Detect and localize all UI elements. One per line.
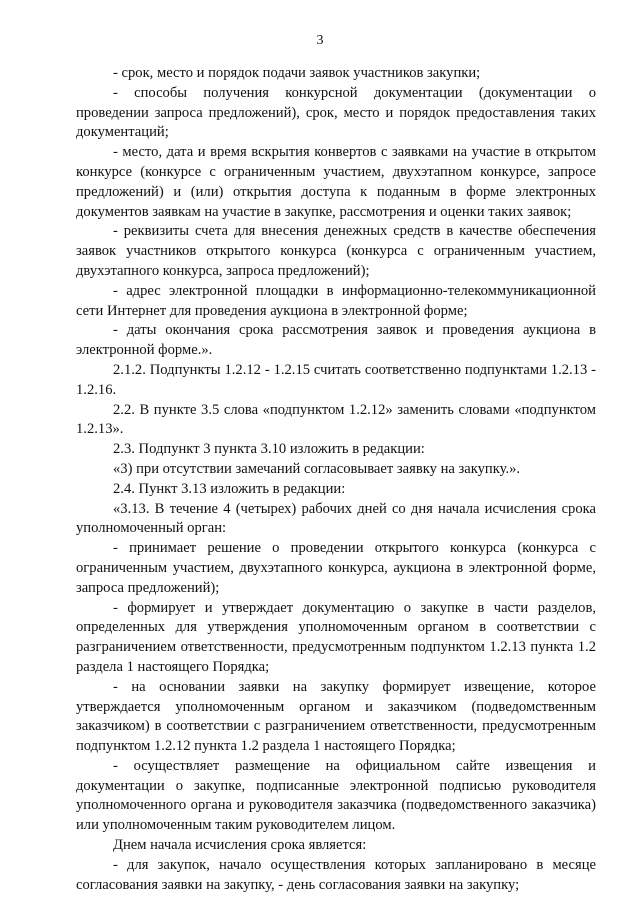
paragraph: - срок, место и порядок подачи заявок участников закупки; <box>113 65 481 81</box>
paragraph: 2.2. В пункте 3.5 слова «подпунктом 1.2.12» заменить словами «подпунктом 1.2.13». <box>76 401 596 438</box>
paragraph: 2.4. Пункт 3.13 изложить в редакции: <box>113 480 346 497</box>
paragraph: - реквизиты счета для внесения денежных средств в качестве обеспечения заявок участников открытого конкурса (конкурса с ограниченным участием, двухэтапного конкурса, запроса предложений); <box>76 223 596 279</box>
paragraph: - способы получения конкурсной документации (документации о проведении запроса предложений), срок, место и порядок предоставления таких документаций; <box>76 84 596 141</box>
document-body <box>76 64 596 895</box>
paragraph: - адрес электронной площадки в информационно-телекоммуникационной сети Интернет для проведения аукциона в электронной форме; <box>76 282 596 319</box>
paragraph: - на основании заявки на закупку формирует извещение, которое утверждается уполномоченным органом и заказчиком (подведомственным заказчиком) в соответствии с разграничением ответственности, предусмотренным подпунктом 1.2.12 пункта 1.2 раздела 1 настоящего Порядка; <box>76 678 596 755</box>
paragraph: - формирует и утверждает документацию о закупке в части разделов, определенных для утверждения уполномоченным органом в соответствии с разграничением ответственности, предусмотренным подпунктом 1.2.13 пункта 1.2 раздела 1 настоящего Порядка; <box>76 599 596 675</box>
paragraph: «3.13. В течение 4 (четырех) рабочих дней со дня начала исчисления срока уполномоченный орган: <box>76 500 596 537</box>
paragraph: 2.3. Подпункт 3 пункта 3.10 изложить в редакции: <box>113 441 425 458</box>
paragraph: «3) при отсутствии замечаний согласовывает заявку на закупку.». <box>113 460 521 477</box>
page-number: 3 <box>316 33 324 48</box>
paragraph: - место, дата и время вскрытия конвертов с заявками на участие в открытом конкурсе (конкурсе с ограниченным участием, двухэтапном конкурсе, запросе предложений) и (или) открытия доступа к поданным в форме электронных документов заявкам на участие в закупке, рассмотрения и оценки таких заявок; <box>76 144 596 220</box>
paragraph: 2.1.2. Подпункты 1.2.12 - 1.2.15 считать соответственно подпунктами 1.2.13 - 1.2.16. <box>76 361 596 398</box>
paragraph: - даты окончания срока рассмотрения заявок и проведения аукциона в электронной форме.». <box>76 322 596 359</box>
paragraph: Днем начала исчисления срока является: <box>113 837 367 854</box>
paragraph: - принимает решение о проведении открытого конкурса (конкурса с ограниченным участием, двухэтапного конкурса, аукциона в электронной форме, запроса предложений); <box>76 540 596 596</box>
paragraph: - осуществляет размещение на официальном сайте извещения и документации о закупке, подписанные электронной подписью руководителя уполномоченного органа и руководителя заказчика (подведомственного заказчика) или уполномоченным таким руководителем лицом. <box>76 757 596 834</box>
paragraph: - для закупок, начало осуществления которых запланировано в месяце согласования заявки на закупку, - день согласования заявки на закупку; <box>76 856 596 893</box>
